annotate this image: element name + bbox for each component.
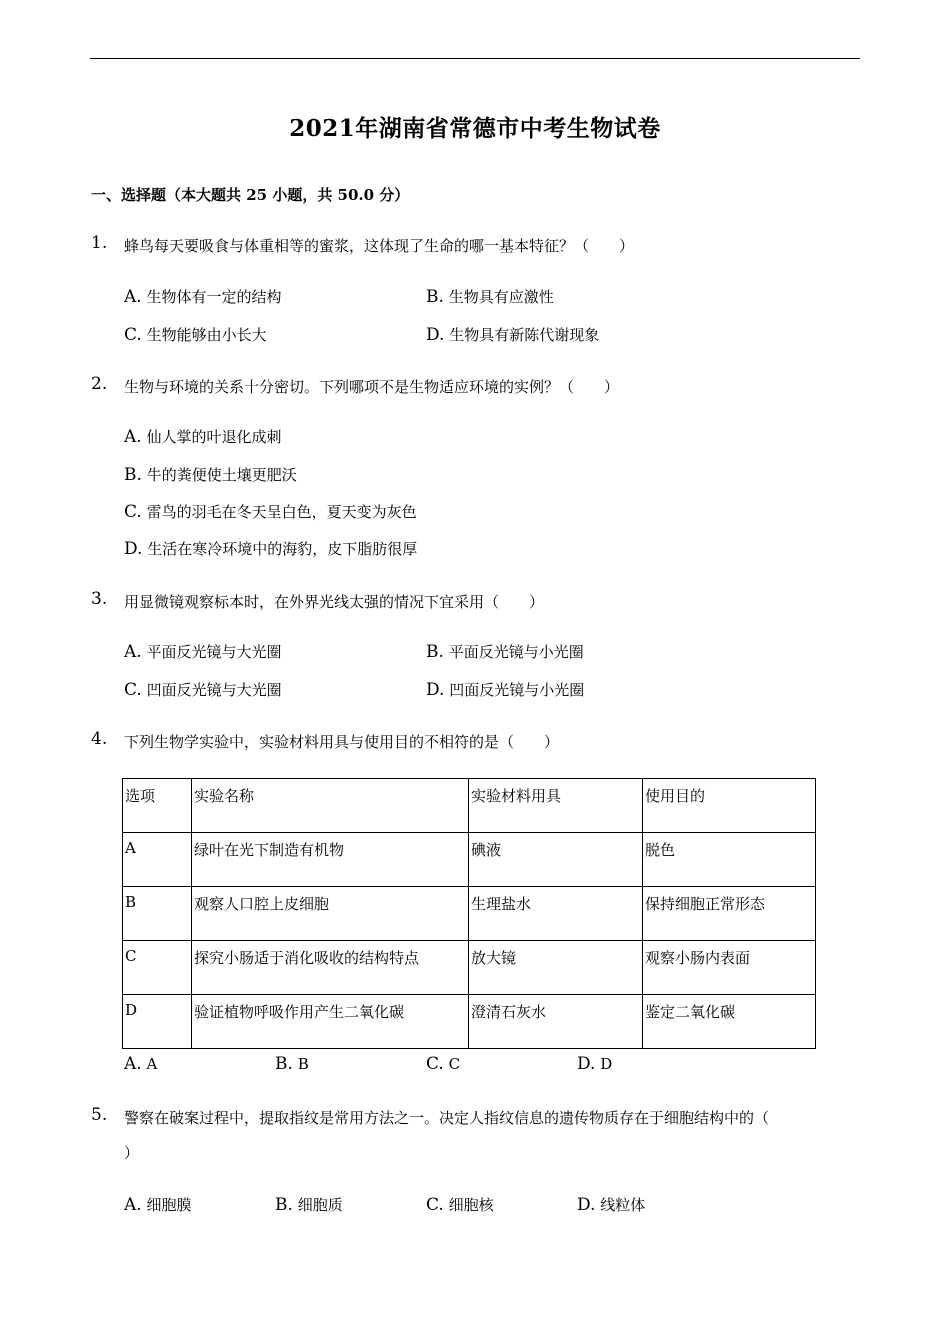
table-cell: A xyxy=(123,833,192,887)
table-cell: D xyxy=(123,995,192,1049)
q5-option-c: C. 细胞核 xyxy=(426,1195,494,1215)
question-5-number: 5. xyxy=(91,1105,108,1125)
table-header-cell: 实验名称 xyxy=(192,779,469,833)
q5-option-d: D. 线粒体 xyxy=(577,1195,646,1215)
question-4-text: 下列生物学实验中，实验材料用具与使用目的不相符的是（ ） xyxy=(124,733,560,751)
q4-option-d: D. D xyxy=(577,1054,613,1074)
experiment-table xyxy=(122,778,816,1049)
header-rule xyxy=(90,58,860,59)
q2-option-d: D. 生活在寒冷环境中的海豹，皮下脂肪很厚 xyxy=(124,539,418,559)
question-5-text-continued: ） xyxy=(124,1144,140,1162)
table-row xyxy=(123,833,816,887)
table-cell: 生理盐水 xyxy=(469,887,643,941)
question-2-number: 2. xyxy=(91,374,108,394)
q1-option-d: D. 生物具有新陈代谢现象 xyxy=(426,325,600,345)
q3-option-b: B. 平面反光镜与小光圈 xyxy=(426,642,584,662)
q1-option-c: C. 生物能够由小长大 xyxy=(124,325,267,345)
q3-option-d: D. 凹面反光镜与小光圈 xyxy=(426,680,585,700)
q4-option-a: A. A xyxy=(124,1054,158,1074)
table-row xyxy=(123,941,816,995)
table-row xyxy=(123,995,816,1049)
table-cell: 观察人口腔上皮细胞 xyxy=(192,887,469,941)
table-cell: 脱色 xyxy=(643,833,816,887)
q5-option-a: A. 细胞膜 xyxy=(124,1195,192,1215)
table-cell: 探究小肠适于消化吸收的结构特点 xyxy=(192,941,469,995)
section-heading: 一、选择题（本大题共 25 小题，共 50.0 分） xyxy=(91,186,410,204)
q5-option-b: B. 细胞质 xyxy=(275,1195,343,1215)
q1-option-b: B. 生物具有应激性 xyxy=(426,287,554,307)
table-cell: 绿叶在光下制造有机物 xyxy=(192,833,469,887)
table-header-cell: 实验材料用具 xyxy=(469,779,643,833)
question-3-number: 3. xyxy=(91,589,108,609)
question-1-text: 蜂鸟每天要吸食与体重相等的蜜浆，这体现了生命的哪一基本特征？（ ） xyxy=(124,237,635,255)
page-title: 2021年湖南省常德市中考生物试卷 xyxy=(289,115,661,142)
question-5-text: 警察在破案过程中，提取指纹是常用方法之一。决定人指纹信息的遗传物质存在于细胞结构中的（ xyxy=(124,1109,770,1127)
table-header-cell: 使用目的 xyxy=(643,779,816,833)
q2-option-b: B. 牛的粪便使土壤更肥沃 xyxy=(124,465,297,485)
q4-option-b: B. B xyxy=(275,1054,309,1074)
table-cell: 碘液 xyxy=(469,833,643,887)
table-cell: 放大镜 xyxy=(469,941,643,995)
q2-option-c: C. 雷鸟的羽毛在冬天呈白色，夏天变为灰色 xyxy=(124,502,417,522)
q3-option-c: C. 凹面反光镜与大光圈 xyxy=(124,680,282,700)
question-1-number: 1. xyxy=(91,233,108,253)
q1-option-a: A. 生物体有一定的结构 xyxy=(124,287,282,307)
table-row xyxy=(123,887,816,941)
question-2-text: 生物与环境的关系十分密切。下列哪项不是生物适应环境的实例？（ ） xyxy=(124,378,620,396)
table-cell: C xyxy=(123,941,192,995)
table-header-row xyxy=(123,779,816,833)
table-cell: 保持细胞正常形态 xyxy=(643,887,816,941)
table-header-cell: 选项 xyxy=(123,779,192,833)
q2-option-a: A. 仙人掌的叶退化成刺 xyxy=(124,427,282,447)
question-4-number: 4. xyxy=(91,729,108,749)
q4-option-c: C. C xyxy=(426,1054,461,1074)
table-cell: 澄清石灰水 xyxy=(469,995,643,1049)
q3-option-a: A. 平面反光镜与大光圈 xyxy=(124,642,282,662)
table-cell: 观察小肠内表面 xyxy=(643,941,816,995)
table-cell: 鉴定二氧化碳 xyxy=(643,995,816,1049)
table-cell: 验证植物呼吸作用产生二氧化碳 xyxy=(192,995,469,1049)
question-3-text: 用显微镜观察标本时，在外界光线太强的情况下宜采用（ ） xyxy=(124,593,545,611)
table-cell: B xyxy=(123,887,192,941)
